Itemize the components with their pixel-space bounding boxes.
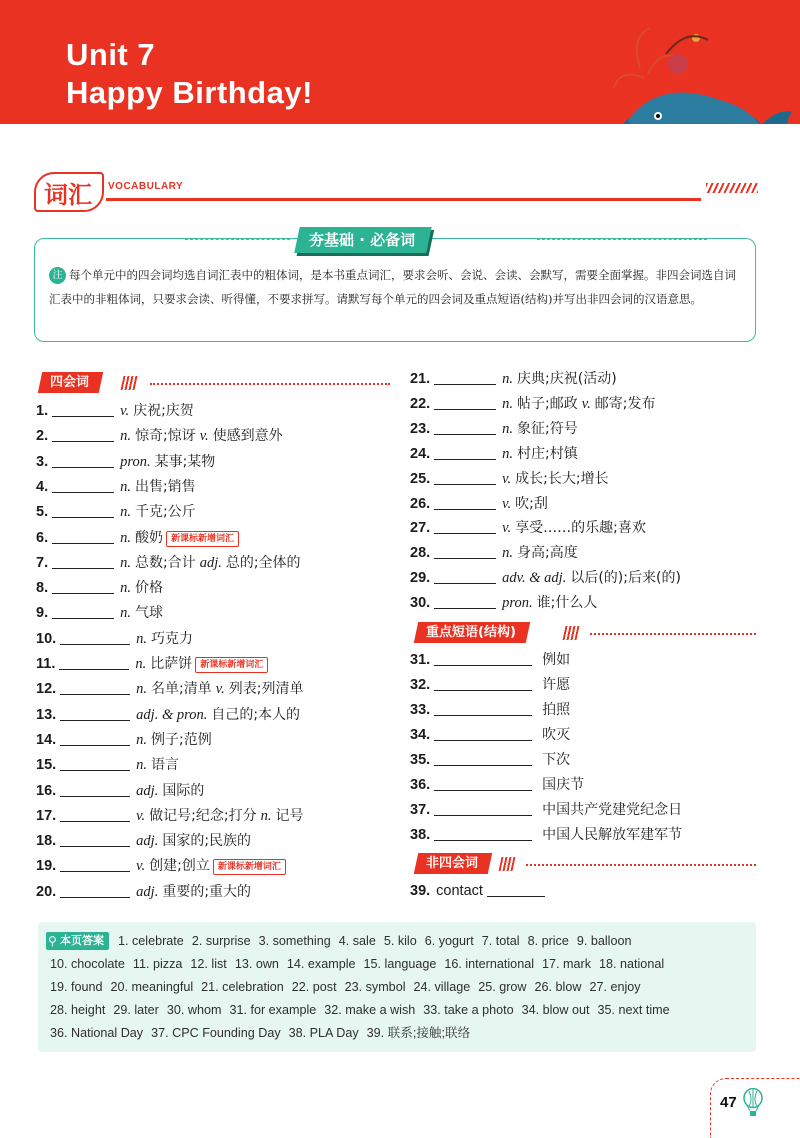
vocab-item xyxy=(36,704,300,726)
note-title xyxy=(294,227,432,253)
meaning: 庆典;庆祝(活动) xyxy=(517,371,617,387)
note-divider-right xyxy=(537,239,707,240)
meaning: 做记号;纪念;打分 xyxy=(149,807,257,824)
part-of-speech: v. xyxy=(502,520,512,537)
item-number: 2. xyxy=(36,428,49,445)
phrase-item xyxy=(410,774,584,796)
answer-item: 6. yogurt xyxy=(424,934,474,948)
vocab-item xyxy=(36,400,194,422)
answer-item: 33. take a photo xyxy=(423,1003,514,1017)
item-number: 1. xyxy=(36,403,49,419)
vocab-item xyxy=(410,393,655,415)
meaning: 重要的;重大的 xyxy=(162,883,252,900)
tag-noncore-dots xyxy=(526,864,756,866)
vocab-item xyxy=(410,542,578,564)
meaning: 巧克力 xyxy=(151,630,194,647)
part-of-speech: n. xyxy=(136,757,148,774)
phrase-item xyxy=(410,749,570,771)
answer-item: 20. meaningful xyxy=(110,980,194,994)
answer-blank xyxy=(60,706,130,721)
part-of-speech: v. xyxy=(502,470,512,487)
vocab-item xyxy=(410,468,609,490)
meaning: 总的;全体的 xyxy=(225,554,301,571)
meaning: 酸奶 xyxy=(134,529,163,546)
vocab-item xyxy=(36,881,251,903)
vocab-item xyxy=(410,567,681,589)
item-number: 12. xyxy=(36,681,57,698)
phrase-item xyxy=(410,674,570,696)
vocab-item xyxy=(36,729,212,751)
vocab-item xyxy=(36,830,251,852)
answer-line xyxy=(50,999,678,1021)
vocab-item xyxy=(410,418,578,440)
meaning: 享受……的乐趣;喜欢 xyxy=(515,520,646,537)
note-text xyxy=(49,263,743,311)
section-title-cn: 词汇 xyxy=(44,181,92,209)
part-of-speech: pron. xyxy=(120,453,151,470)
part-of-speech: n. xyxy=(502,395,514,412)
answer-blank xyxy=(52,402,114,417)
meaning: 帖子;邮政 xyxy=(517,395,578,412)
section-title-en: VOCABULARY xyxy=(108,181,184,192)
meaning: 中国人民解放军建军节 xyxy=(542,827,683,843)
answer-item: 8. price xyxy=(527,934,569,948)
answer-item: 27. enjoy xyxy=(589,980,641,994)
meaning: 记号 xyxy=(275,807,304,824)
vocab-item xyxy=(36,805,303,827)
tag-core-words xyxy=(38,372,103,393)
answer-item: 19. found xyxy=(50,980,103,994)
answer-item: 5. kilo xyxy=(383,934,417,948)
answer-blank xyxy=(434,751,532,766)
part-of-speech: n. xyxy=(120,554,131,571)
tag-phrases-bars xyxy=(563,626,580,640)
answer-item: 39. 联系;接触;联络 xyxy=(366,1026,471,1040)
answer-item: 21. celebration xyxy=(201,980,284,994)
meaning: 惊奇;惊讶 xyxy=(134,428,196,445)
part-of-speech: v. xyxy=(581,395,591,412)
answer-item: 13. own xyxy=(234,957,279,971)
meaning: 下次 xyxy=(542,752,571,768)
vocab-item xyxy=(36,501,196,523)
item-number: 8. xyxy=(36,580,49,597)
meaning: 许愿 xyxy=(542,677,571,693)
answer-blank xyxy=(434,519,496,534)
vocab-item xyxy=(36,780,204,802)
tag-core-label: 四会词 xyxy=(50,375,90,390)
part-of-speech: adj. xyxy=(136,833,159,850)
answer-item: 2. surprise xyxy=(191,934,251,948)
answer-item: 17. mark xyxy=(542,957,591,971)
meaning: 谁;什么人 xyxy=(536,595,598,612)
item-number: 38. xyxy=(410,827,431,843)
item-number: 14. xyxy=(36,731,57,748)
answer-label: 本页答案 xyxy=(60,934,104,947)
meaning: 吹灭 xyxy=(542,727,571,743)
answer-blank xyxy=(52,554,114,569)
phrase-item xyxy=(410,824,682,846)
section-stripes xyxy=(706,183,758,193)
item-number: 26. xyxy=(410,495,431,512)
tag-noncore-label: 非四会词 xyxy=(426,856,479,871)
note-icon: 注 xyxy=(49,267,66,284)
meaning: 国家的;民族的 xyxy=(162,833,252,850)
answer-blank xyxy=(434,420,496,435)
vocab-item xyxy=(36,577,163,599)
item-number: 6. xyxy=(36,529,49,546)
answer-blank xyxy=(60,680,130,695)
note-divider-left xyxy=(185,239,290,240)
tag-phrases-dots xyxy=(590,633,756,635)
vocab-item xyxy=(36,754,179,776)
item-number: 23. xyxy=(410,420,431,437)
answer-item: 12. list xyxy=(190,957,227,971)
section-heading xyxy=(34,172,756,212)
phrase-item xyxy=(410,649,570,671)
answer-item: 16. international xyxy=(444,957,534,971)
part-of-speech: n. xyxy=(260,807,272,824)
meaning: 名单;清单 xyxy=(151,681,212,698)
meaning: 例子;范例 xyxy=(151,731,212,748)
answer-item: 3. something xyxy=(258,934,331,948)
key-icon: ⚲ xyxy=(48,934,57,948)
whale-illustration xyxy=(600,8,800,124)
answer-blank xyxy=(52,478,114,493)
answer-item: 30. whom xyxy=(166,1003,222,1017)
part-of-speech: adj. xyxy=(136,782,159,799)
part-of-speech: n. xyxy=(135,656,147,672)
answer-blank xyxy=(434,826,532,841)
item-number: 28. xyxy=(410,545,431,562)
item-number: 39. xyxy=(410,883,431,899)
answer-blank xyxy=(52,579,114,594)
answer-item: 26. blow xyxy=(534,980,582,994)
meaning: 例如 xyxy=(542,652,571,668)
noncore-word: contact xyxy=(436,883,483,899)
answer-blank xyxy=(60,857,130,872)
unit-title xyxy=(66,36,313,112)
answer-blank xyxy=(52,503,114,518)
answer-line xyxy=(50,953,672,975)
part-of-speech: n. xyxy=(120,605,131,622)
tag-core-bars xyxy=(121,376,138,390)
part-of-speech: adj. & pron. xyxy=(136,706,208,723)
item-number: 17. xyxy=(36,807,57,824)
tag-phrases xyxy=(414,622,530,643)
answer-blank xyxy=(60,756,130,771)
answer-blank xyxy=(434,651,532,666)
vocab-item xyxy=(36,425,283,447)
part-of-speech: n. xyxy=(136,681,148,698)
answer-item: 29. later xyxy=(113,1003,159,1017)
item-number: 7. xyxy=(36,554,49,571)
vocab-item xyxy=(36,451,215,473)
answer-item: 4. sale xyxy=(338,934,376,948)
meaning: 国庆节 xyxy=(542,777,585,793)
answer-item: 24. village xyxy=(413,980,471,994)
note-title-text: 夯基础 · 必备词 xyxy=(309,231,416,249)
meaning: 创建;创立 xyxy=(149,858,210,875)
part-of-speech: v. xyxy=(136,858,146,875)
answer-item: 36. National Day xyxy=(50,1026,144,1040)
new-curriculum-badge: 新课标新增词汇 xyxy=(213,859,286,875)
part-of-speech: n. xyxy=(120,580,131,597)
item-number: 5. xyxy=(36,504,49,521)
part-of-speech: adj. xyxy=(136,883,159,900)
answer-blank xyxy=(434,395,496,410)
vocab-item xyxy=(36,678,303,700)
answer-blank xyxy=(434,470,496,485)
part-of-speech: adv. & adj. xyxy=(502,570,567,587)
meaning: 国际的 xyxy=(162,782,205,799)
answer-blank xyxy=(60,630,130,645)
item-number: 36. xyxy=(410,777,431,793)
meaning: 自己的;本人的 xyxy=(211,706,301,723)
part-of-speech: n. xyxy=(502,371,514,387)
answer-item: 10. chocolate xyxy=(50,957,125,971)
answer-item: 34. blow out xyxy=(521,1003,590,1017)
new-curriculum-badge: 新课标新增词汇 xyxy=(166,531,239,547)
answer-item: 1. celebrate xyxy=(118,934,184,948)
unit-name: Happy Birthday! xyxy=(66,75,313,110)
phrase-item xyxy=(410,724,570,746)
part-of-speech: n. xyxy=(136,731,148,748)
item-number: 16. xyxy=(36,782,57,799)
answer-item: 7. total xyxy=(481,934,520,948)
part-of-speech: v. xyxy=(136,807,146,824)
tag-noncore xyxy=(414,853,492,874)
answer-blank xyxy=(434,370,496,385)
item-number: 10. xyxy=(36,630,57,647)
item-number: 35. xyxy=(410,752,431,768)
item-number: 37. xyxy=(410,802,431,818)
answer-blank xyxy=(60,832,130,847)
meaning: 列表;列清单 xyxy=(228,681,304,698)
answer-item: 9. balloon xyxy=(576,934,632,948)
vocab-item xyxy=(36,527,239,549)
answer-blank xyxy=(434,676,532,691)
answer-line xyxy=(118,930,640,952)
vocab-item xyxy=(410,592,597,614)
answer-blank xyxy=(60,731,130,746)
answer-blank xyxy=(52,453,114,468)
item-number: 25. xyxy=(410,470,431,487)
meaning: 千克;公斤 xyxy=(134,504,196,521)
vocab-item xyxy=(410,517,646,539)
tag-noncore-bars xyxy=(499,857,516,871)
answer-item: 37. CPC Founding Day xyxy=(151,1026,281,1040)
header-banner xyxy=(0,0,800,124)
item-number: 20. xyxy=(36,883,57,900)
meaning: 村庄;村镇 xyxy=(517,445,578,462)
tag-phrases-label: 重点短语(结构) xyxy=(426,625,516,640)
answer-item: 28. height xyxy=(50,1003,106,1017)
answer-line xyxy=(50,976,649,998)
part-of-speech: v. xyxy=(120,403,130,419)
answer-blank xyxy=(434,726,532,741)
tag-core-dots xyxy=(150,383,390,385)
part-of-speech: v. xyxy=(215,681,225,698)
answer-blank xyxy=(59,655,129,670)
answer-item: 31. for example xyxy=(229,1003,317,1017)
meaning: 语言 xyxy=(151,757,180,774)
vocab-item xyxy=(36,653,268,675)
answer-blank xyxy=(434,701,532,716)
item-number: 18. xyxy=(36,833,57,850)
meaning: 成长;长大;增长 xyxy=(515,470,609,487)
item-number: 22. xyxy=(410,395,431,412)
answer-item: 22. post xyxy=(291,980,337,994)
vocab-item xyxy=(36,602,163,624)
meaning: 庆祝;庆贺 xyxy=(133,403,194,419)
answer-item: 38. PLA Day xyxy=(288,1026,359,1040)
answer-box xyxy=(38,922,756,1052)
answer-item: 32. make a wish xyxy=(324,1003,416,1017)
answer-blank xyxy=(487,882,545,897)
meaning: 吹;刮 xyxy=(515,495,548,512)
item-number: 24. xyxy=(410,445,431,462)
answer-blank xyxy=(60,807,130,822)
item-number: 33. xyxy=(410,702,431,718)
meaning: 总数;合计 xyxy=(134,554,196,571)
meaning: 中国共产党建党纪念日 xyxy=(542,802,683,818)
part-of-speech: adj. xyxy=(199,554,222,571)
item-number: 19. xyxy=(36,858,57,875)
part-of-speech: n. xyxy=(502,545,514,562)
answer-blank xyxy=(434,569,496,584)
answer-item: 11. pizza xyxy=(132,957,183,971)
answer-blank xyxy=(52,427,114,442)
part-of-speech: n. xyxy=(120,478,131,495)
meaning: 邮寄;发布 xyxy=(594,395,656,412)
answer-blank xyxy=(434,495,496,510)
answer-blank xyxy=(52,604,114,619)
item-number: 11. xyxy=(36,656,56,672)
part-of-speech: n. xyxy=(502,445,514,462)
part-of-speech: v. xyxy=(502,495,512,512)
meaning: 价格 xyxy=(134,580,163,597)
meaning: 比萨饼 xyxy=(150,656,193,672)
answer-item: 15. language xyxy=(363,957,437,971)
answer-item: 14. example xyxy=(286,957,356,971)
part-of-speech: n. xyxy=(120,428,131,445)
part-of-speech: n. xyxy=(502,420,514,437)
answer-blank xyxy=(434,776,532,791)
item-number: 31. xyxy=(410,652,431,668)
page-number: 47 xyxy=(720,1094,737,1111)
vocab-item xyxy=(36,855,286,877)
meaning: 使感到意外 xyxy=(212,428,283,445)
answer-item: 25. grow xyxy=(478,980,527,994)
note-box xyxy=(34,231,756,342)
item-number: 27. xyxy=(410,520,431,537)
item-number: 4. xyxy=(36,478,49,495)
item-number: 21. xyxy=(410,371,431,387)
meaning: 拍照 xyxy=(542,702,571,718)
part-of-speech: n. xyxy=(136,630,148,647)
part-of-speech: v. xyxy=(199,428,209,445)
item-number: 3. xyxy=(36,453,49,470)
phrase-item xyxy=(410,699,570,721)
item-number: 29. xyxy=(410,570,431,587)
vocab-item xyxy=(410,368,617,390)
item-number: 9. xyxy=(36,605,49,622)
item-number: 15. xyxy=(36,757,57,774)
answer-blank xyxy=(434,544,496,559)
meaning: 以后(的);后来(的) xyxy=(570,570,681,587)
answer-item: 23. symbol xyxy=(344,980,406,994)
vocab-item xyxy=(36,552,301,574)
answer-blank xyxy=(60,782,130,797)
new-curriculum-badge: 新课标新增词汇 xyxy=(195,657,268,673)
item-number: 13. xyxy=(36,706,57,723)
answer-badge xyxy=(46,932,109,950)
answer-blank xyxy=(434,445,496,460)
hot-air-balloon-icon xyxy=(742,1088,764,1118)
section-rule xyxy=(106,198,701,201)
answer-blank xyxy=(60,883,130,898)
part-of-speech: pron. xyxy=(502,595,533,612)
phrase-item xyxy=(410,799,682,821)
vocab-item xyxy=(36,628,193,650)
meaning: 某事;某物 xyxy=(154,453,216,470)
vocab-item xyxy=(410,443,578,465)
item-number: 32. xyxy=(410,677,431,693)
meaning: 气球 xyxy=(134,605,163,622)
item-number: 30. xyxy=(410,595,431,612)
vocab-item xyxy=(36,476,196,498)
part-of-speech: n. xyxy=(120,529,131,546)
vocab-item xyxy=(410,493,548,515)
answer-line xyxy=(50,1022,478,1044)
meaning: 象征;符号 xyxy=(517,420,578,437)
answer-blank xyxy=(434,801,532,816)
meaning: 出售;销售 xyxy=(134,478,196,495)
answer-item: 18. national xyxy=(599,957,665,971)
answer-blank xyxy=(434,594,496,609)
item-number: 34. xyxy=(410,727,431,743)
page-number-area xyxy=(710,1078,800,1138)
part-of-speech: n. xyxy=(120,504,131,521)
answer-item: 35. next time xyxy=(597,1003,670,1017)
meaning: 身高;高度 xyxy=(517,545,578,562)
answer-blank xyxy=(52,529,114,544)
noncore-item xyxy=(410,880,551,902)
unit-label: Unit 7 xyxy=(66,37,156,72)
note-body: 每个单元中的四会词均选自词汇表中的粗体词，是本书重点词汇，要求会听、会说、会读、会默写，需要全面掌握。非四会词选自词汇表中的非粗体词，只要求会读、听得懂，不要求拼写。请默写每个单元的四会词及重点短语(结构)并写出非四会词的汉语意思。 xyxy=(49,268,736,306)
